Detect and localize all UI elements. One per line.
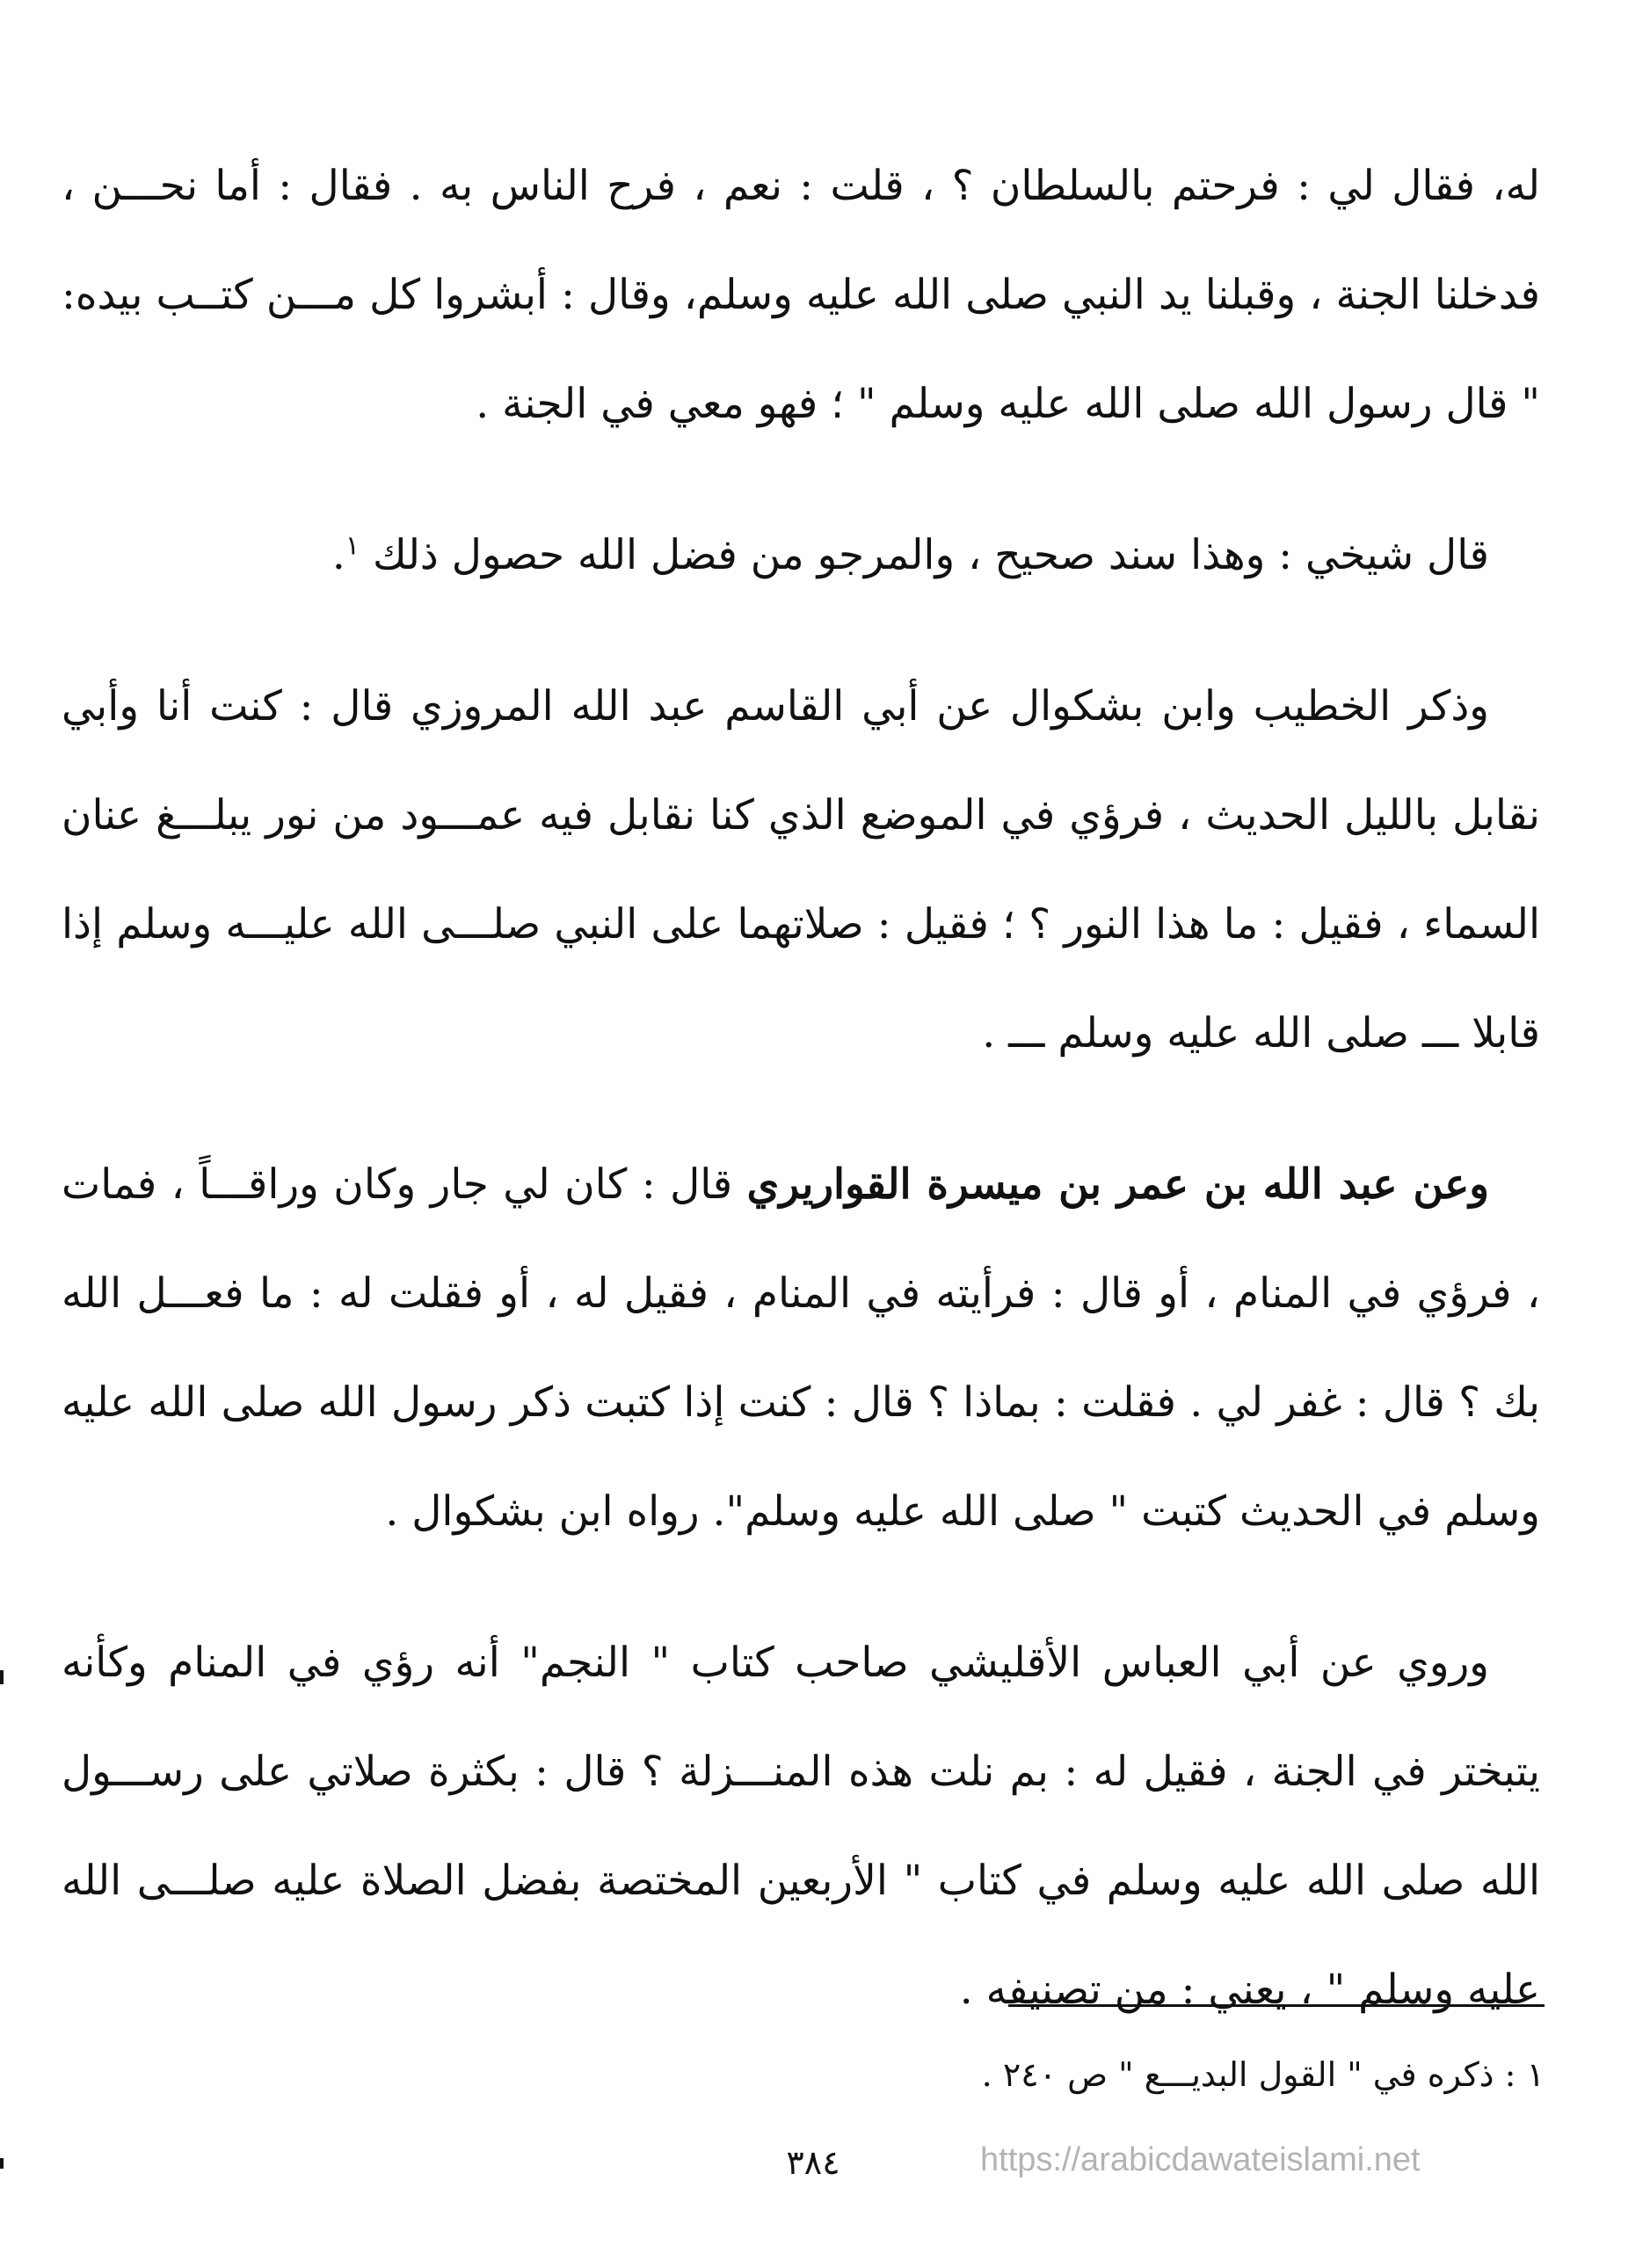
- scan-mark: [0, 2158, 4, 2169]
- paragraph-5: وروي عن أبي العباس الأقليشي صاحب كتاب " النجم" أنه رؤي في المنام وكأنه يتبختر في الجنة ، فقيل له : بم نلت هذه المنـــزلة ؟ قال : بكثرة صلاتي على رســـول الله صلى الله عليه وسلم في كتاب " الأربعين المختصة بفضل الصلاة عليه صلـــى الله عليه وسلم " ، يعني : من تصنيفه .: [62, 1639, 1540, 2014]
- paragraph-2-period: .: [331, 531, 345, 579]
- scan-mark: [0, 1670, 4, 1684]
- paragraph-4: [62, 1130, 1540, 1567]
- narrator-name: وعن عبد الله بن عمر بن ميسرة القواريري: [746, 1160, 1489, 1209]
- paragraph-3: وذكر الخطيب وابن بشكوال عن أبي القاسم عبد الله المروزي قال : كنت أنا وأبي نقابل بالليل الحديث ، فرؤي في الموضع الذي كنا نقابل فيه عمـــود من نور يبلـــغ عنان السماء ، فقيل : ما هذا النور ؟ ؛ فقيل : صلاتهما على النبي صلـــى الله عليـــه وسلم إذا قابلا ـــ صلى الله عليه وسلم ـــ .: [62, 682, 1540, 1058]
- footnote: ١ : ذكره في " القول البديـــع " ص ٢٤٠ .: [981, 2055, 1545, 2094]
- footnote-reference: ١: [345, 530, 360, 562]
- main-text: [62, 132, 1540, 2045]
- paragraph-2: [62, 501, 1540, 610]
- footnote-divider: [1008, 2004, 1545, 2007]
- paragraph-2-text: قال شيخي : وهذا سند صحيح ، والمرجو من فضل الله حصول ذلك: [372, 531, 1489, 579]
- page-number: ٣٨٤: [786, 2143, 840, 2182]
- watermark-url: https://arabicdawateislami.net: [980, 2141, 1421, 2178]
- paragraph-4-text: قال : كان لي جار وكان وراقـــاً ، فمات ، فرؤي في المنام ، أو قال : فرأيته في المنام ، فقيل له ، أو فقلت له : ما فعـــل الله بك ؟ قال : غفر لي . فقلت : بماذا ؟ قال : كنت إذا كتبت ذكر رسول الله صلى الله عليه وسلم في الحديث كتبت " صلى الله عليه وسلم". رواه ابن بشكوال .: [62, 1160, 1540, 1536]
- paragraph-1: له، فقال لي : فرحتم بالسلطان ؟ ، قلت : نعم ، فرح الناس به . فقال : أما نحـــن ، فدخلنا الجنة ، وقبلنا يد النبي صلى الله عليه وسلم، وقال : أبشروا كل مـــن كتــب بيده: " قال رسول الله صلى الله عليه وسلم " ؛ فهو معي في الجنة .: [62, 162, 1540, 428]
